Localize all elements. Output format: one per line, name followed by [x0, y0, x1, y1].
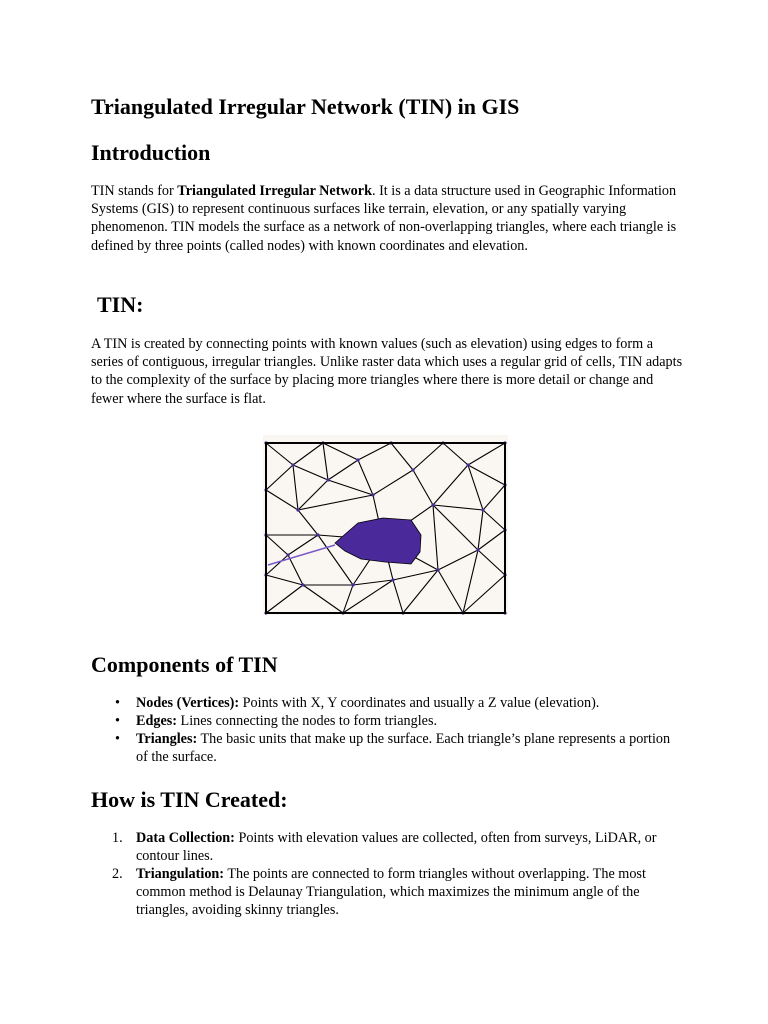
list-item-text: The points are connected to form triangles without overlapping. The most common method is Delaunay Triangulation, which maximizes the minimum angle of the triangles, avoiding skinny triangles. — [136, 866, 646, 918]
introduction-heading: Introduction — [91, 140, 211, 165]
components-heading: Components of TIN — [91, 652, 278, 677]
tin-node — [391, 578, 394, 581]
tin-node — [326, 478, 329, 481]
list-item-term: Triangles: — [136, 731, 198, 747]
tin-node — [356, 458, 359, 461]
tin-node — [436, 568, 439, 571]
list-item — [91, 865, 683, 919]
list-item-text: Points with elevation values are collected, often from surveys, LiDAR, or contour lines. — [136, 830, 657, 864]
tin-node — [371, 493, 374, 496]
list-number: 1. — [112, 830, 123, 846]
intro-bold-term: Triangulated Irregular Network — [177, 183, 372, 199]
tin-node — [466, 463, 469, 466]
tin-node — [411, 468, 414, 471]
bullet: • — [115, 731, 120, 747]
tin-node — [316, 533, 319, 536]
components-list — [91, 694, 683, 766]
list-item-term: Triangulation: — [136, 866, 225, 882]
tin-node — [481, 508, 484, 511]
tin-diagram — [263, 435, 508, 615]
tin-node — [431, 503, 434, 506]
list-item — [91, 694, 683, 712]
tin-diagram-figure — [263, 435, 508, 615]
document-title: Triangulated Irregular Network (TIN) in GIS — [91, 94, 520, 119]
list-item-term: Data Collection: — [136, 830, 235, 846]
intro-text-start: TIN stands for — [91, 183, 178, 199]
list-item — [91, 730, 683, 766]
tin-node — [291, 463, 294, 466]
tin-node — [351, 583, 354, 586]
tin-node — [381, 538, 384, 541]
tin-node — [296, 508, 299, 511]
list-item-term: Edges: — [136, 713, 177, 729]
tin-node — [301, 583, 304, 586]
list-item — [91, 829, 683, 865]
how-created-list — [91, 829, 683, 919]
tin-paragraph: A TIN is created by connecting points with known values (such as elevation) using edges to form a series of contiguous, irregular triangles. Unlike raster data which uses a regular grid of cells, TIN adapts to the complexity of the surface by placing more triangles where there is more detail or change and fewer where the surface is flat. — [91, 336, 683, 407]
tin-node — [286, 553, 289, 556]
list-item-term: Nodes (Vertices): — [136, 695, 240, 711]
how-created-heading: How is TIN Created: — [91, 787, 288, 812]
list-item-text: The basic units that make up the surface. Each triangle’s plane represents a portion of the surface. — [136, 731, 671, 765]
bullet: • — [115, 713, 120, 729]
bullet: • — [115, 695, 120, 711]
intro-text-end: . It is a data structure used in Geographic Information Systems (GIS) to represent continuous surfaces like terrain, elevation, or any spatially varying phenomenon. TIN models the surface as a network of non-overlapping triangles, where each triangle is defined by three points (called nodes) with known coordinates and elevation. — [91, 183, 677, 254]
list-item-text: Points with X, Y coordinates and usually a Z value (elevation). — [239, 695, 600, 711]
tin-node — [476, 548, 479, 551]
list-item-text: Lines connecting the nodes to form triangles. — [177, 713, 438, 729]
tin-heading: TIN: — [97, 292, 144, 317]
list-item — [91, 712, 683, 730]
introduction-paragraph — [91, 182, 683, 255]
list-number: 2. — [112, 866, 123, 882]
